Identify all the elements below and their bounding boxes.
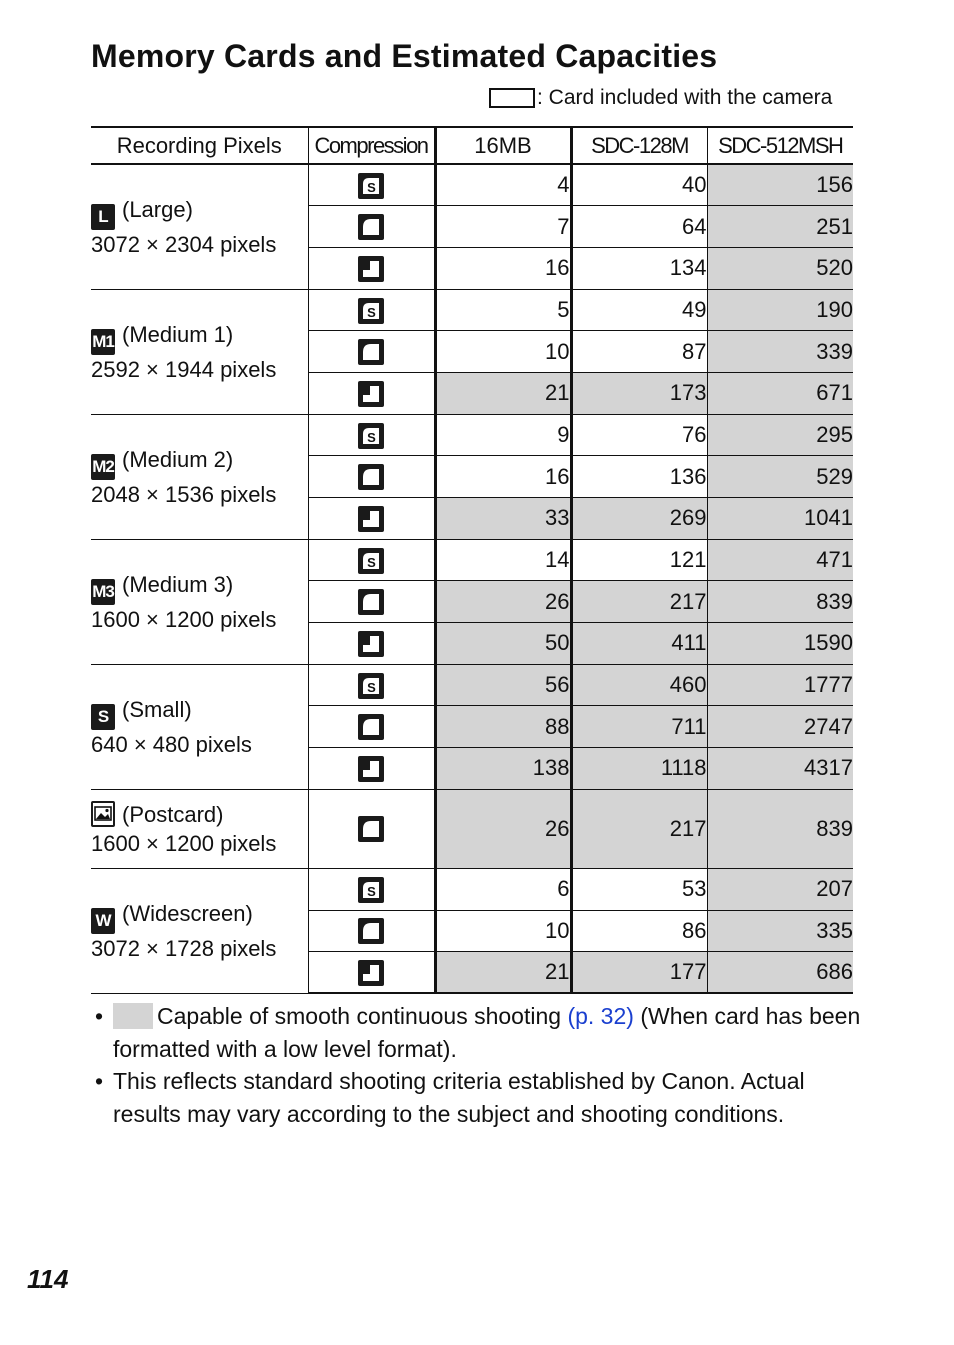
capacity-sdc-512msh: 4317	[707, 748, 853, 790]
capacity-16mb: 56	[435, 664, 571, 706]
size-w-icon: W	[91, 908, 115, 934]
notes	[91, 1000, 861, 1130]
fine-compression-icon	[358, 589, 384, 615]
resolution: 3072 × 1728 pixels	[91, 935, 277, 961]
capacity-16mb: 7	[435, 206, 571, 248]
capacity-sdc-512msh: 190	[707, 289, 853, 331]
capacity-sdc-512msh: 471	[707, 539, 853, 581]
normal-compression-icon	[358, 756, 384, 782]
capacity-sdc-512msh: 295	[707, 414, 853, 456]
capacity-sdc-512msh: 529	[707, 456, 853, 498]
recording-pixels-cell	[91, 289, 308, 414]
capacity-sdc-512msh: 671	[707, 372, 853, 414]
compression-cell	[308, 372, 435, 414]
capacity-sdc-512msh: 1590	[707, 623, 853, 665]
shade-swatch	[113, 1003, 153, 1029]
svg-text:S: S	[367, 883, 376, 899]
capacity-16mb: 10	[435, 331, 571, 373]
fine-compression-icon	[358, 918, 384, 944]
capacity-16mb: 21	[435, 952, 571, 994]
capacity-sdc-512msh: 251	[707, 206, 853, 248]
capacity-sdc-128m: 177	[571, 952, 707, 994]
compression-cell	[308, 706, 435, 748]
header-row	[91, 127, 853, 164]
capacity-sdc-512msh: 339	[707, 331, 853, 373]
superfine-compression-icon	[358, 173, 384, 199]
capacity-sdc-512msh: 520	[707, 247, 853, 289]
header-16mb: 16MB	[435, 127, 571, 164]
size-label	[91, 445, 308, 480]
page-link[interactable]: (p. 32)	[567, 1003, 634, 1029]
recording-pixels-cell	[91, 868, 308, 993]
size-name: (Medium 1)	[122, 321, 234, 347]
capacity-sdc-128m: 121	[571, 539, 707, 581]
capacity-sdc-128m: 49	[571, 289, 707, 331]
capacity-16mb: 50	[435, 623, 571, 665]
svg-text:S: S	[367, 179, 376, 195]
superfine-compression-icon	[358, 423, 384, 449]
capacity-sdc-512msh: 156	[707, 164, 853, 206]
compression-cell	[308, 581, 435, 623]
capacity-16mb: 26	[435, 581, 571, 623]
size-name: (Large)	[122, 196, 193, 222]
note-continuous-shooting	[91, 1000, 861, 1065]
table-row	[91, 164, 853, 206]
capacity-16mb: 33	[435, 498, 571, 540]
size-name: (Medium 3)	[122, 571, 234, 597]
capacity-16mb: 6	[435, 868, 571, 910]
legend-box	[489, 88, 535, 108]
normal-compression-icon	[358, 960, 384, 986]
capacity-sdc-128m: 86	[571, 910, 707, 952]
note1-text-a: Capable of smooth continuous shooting	[157, 1003, 568, 1029]
resolution: 3072 × 2304 pixels	[91, 231, 277, 257]
size-label	[91, 570, 308, 605]
capacity-sdc-128m: 269	[571, 498, 707, 540]
size-m2-icon: M2	[91, 454, 115, 480]
capacity-sdc-128m: 64	[571, 206, 707, 248]
table-row	[91, 539, 853, 581]
size-label	[91, 195, 308, 230]
table-row	[91, 868, 853, 910]
compression-cell	[308, 623, 435, 665]
svg-text:S: S	[367, 554, 376, 570]
capacity-sdc-128m: 136	[571, 456, 707, 498]
capacity-sdc-512msh: 207	[707, 868, 853, 910]
compression-cell	[308, 289, 435, 331]
bullet: •	[95, 1003, 104, 1029]
compression-cell	[308, 206, 435, 248]
capacity-16mb: 26	[435, 789, 571, 868]
size-name: (Medium 2)	[122, 446, 234, 472]
svg-text:S: S	[367, 304, 376, 320]
compression-cell	[308, 498, 435, 540]
capacity-16mb: 5	[435, 289, 571, 331]
recording-pixels-cell	[91, 664, 308, 789]
fine-compression-icon	[358, 816, 384, 842]
page-number: 114	[27, 1264, 69, 1294]
size-m3-icon: M3	[91, 579, 115, 605]
resolution: 2048 × 1536 pixels	[91, 481, 277, 507]
compression-cell	[308, 247, 435, 289]
compression-cell	[308, 910, 435, 952]
capacity-sdc-128m: 53	[571, 868, 707, 910]
table-body	[91, 164, 853, 993]
table-row	[91, 414, 853, 456]
normal-compression-icon	[358, 506, 384, 532]
svg-text:S: S	[367, 679, 376, 695]
size-name: (Widescreen)	[122, 900, 253, 926]
header-sdc-512msh: SDC-512MSH	[707, 127, 853, 164]
compression-cell	[308, 664, 435, 706]
legend-text: : Card included with the camera	[537, 86, 833, 109]
capacity-sdc-128m: 1118	[571, 748, 707, 790]
capacity-16mb: 138	[435, 748, 571, 790]
capacity-sdc-128m: 40	[571, 164, 707, 206]
bullet: •	[95, 1068, 104, 1094]
size-label	[91, 800, 308, 829]
compression-cell	[308, 456, 435, 498]
capacity-sdc-128m: 87	[571, 331, 707, 373]
svg-text:S: S	[367, 429, 376, 445]
recording-pixels-cell	[91, 414, 308, 539]
resolution: 1600 × 1200 pixels	[91, 830, 277, 856]
superfine-compression-icon	[358, 877, 384, 903]
size-label	[91, 695, 308, 730]
capacity-sdc-512msh: 1777	[707, 664, 853, 706]
compression-cell	[308, 868, 435, 910]
header-compression: Compression	[308, 127, 435, 164]
resolution: 1600 × 1200 pixels	[91, 606, 277, 632]
capacity-sdc-128m: 76	[571, 414, 707, 456]
size-label	[91, 899, 308, 934]
compression-cell	[308, 164, 435, 206]
capacity-sdc-128m: 411	[571, 623, 707, 665]
postcard-icon	[91, 801, 115, 827]
capacity-16mb: 16	[435, 456, 571, 498]
capacity-table	[91, 126, 853, 994]
recording-pixels-cell	[91, 539, 308, 664]
capacity-16mb: 88	[435, 706, 571, 748]
superfine-compression-icon	[358, 298, 384, 324]
capacity-sdc-128m: 217	[571, 581, 707, 623]
capacity-16mb: 14	[435, 539, 571, 581]
compression-cell	[308, 748, 435, 790]
capacity-sdc-128m: 217	[571, 789, 707, 868]
capacity-sdc-512msh: 335	[707, 910, 853, 952]
recording-pixels-cell	[91, 164, 308, 289]
note1-text-b: (When card has been formatted with a low level format).	[113, 1003, 861, 1062]
capacity-sdc-512msh: 686	[707, 952, 853, 994]
compression-cell	[308, 331, 435, 373]
header-recording-pixels: Recording Pixels	[91, 127, 308, 164]
capacity-sdc-512msh: 2747	[707, 706, 853, 748]
card-legend	[489, 86, 832, 110]
compression-cell	[308, 539, 435, 581]
capacity-sdc-128m: 460	[571, 664, 707, 706]
capacity-sdc-128m: 173	[571, 372, 707, 414]
normal-compression-icon	[358, 381, 384, 407]
size-name: (Small)	[122, 696, 192, 722]
capacity-16mb: 10	[435, 910, 571, 952]
size-s-icon: S	[91, 704, 115, 730]
fine-compression-icon	[358, 714, 384, 740]
capacity-16mb: 21	[435, 372, 571, 414]
size-m1-icon: M1	[91, 329, 115, 355]
size-l-icon: L	[91, 204, 115, 230]
compression-cell	[308, 952, 435, 994]
normal-compression-icon	[358, 256, 384, 282]
capacity-16mb: 9	[435, 414, 571, 456]
capacity-sdc-128m: 711	[571, 706, 707, 748]
capacity-16mb: 4	[435, 164, 571, 206]
resolution: 640 × 480 pixels	[91, 731, 252, 757]
header-sdc-128m: SDC-128M	[571, 127, 707, 164]
normal-compression-icon	[358, 631, 384, 657]
recording-pixels-cell	[91, 789, 308, 868]
superfine-compression-icon	[358, 673, 384, 699]
capacity-sdc-128m: 134	[571, 247, 707, 289]
compression-cell	[308, 414, 435, 456]
table-row	[91, 664, 853, 706]
capacity-sdc-512msh: 839	[707, 581, 853, 623]
capacity-sdc-512msh: 1041	[707, 498, 853, 540]
size-label	[91, 320, 308, 355]
compression-cell	[308, 789, 435, 868]
table-row	[91, 289, 853, 331]
note-criteria	[91, 1065, 861, 1130]
table-row	[91, 789, 853, 868]
fine-compression-icon	[358, 464, 384, 490]
size-name: (Postcard)	[122, 801, 224, 827]
page-title: Memory Cards and Estimated Capacities	[91, 38, 718, 74]
resolution: 2592 × 1944 pixels	[91, 356, 277, 382]
fine-compression-icon	[358, 339, 384, 365]
capacity-16mb: 16	[435, 247, 571, 289]
note2-text: This reflects standard shooting criteria established by Canon. Actual results may vary according to the subject and shooting conditions.	[113, 1068, 805, 1127]
capacity-sdc-512msh: 839	[707, 789, 853, 868]
fine-compression-icon	[358, 214, 384, 240]
superfine-compression-icon	[358, 548, 384, 574]
